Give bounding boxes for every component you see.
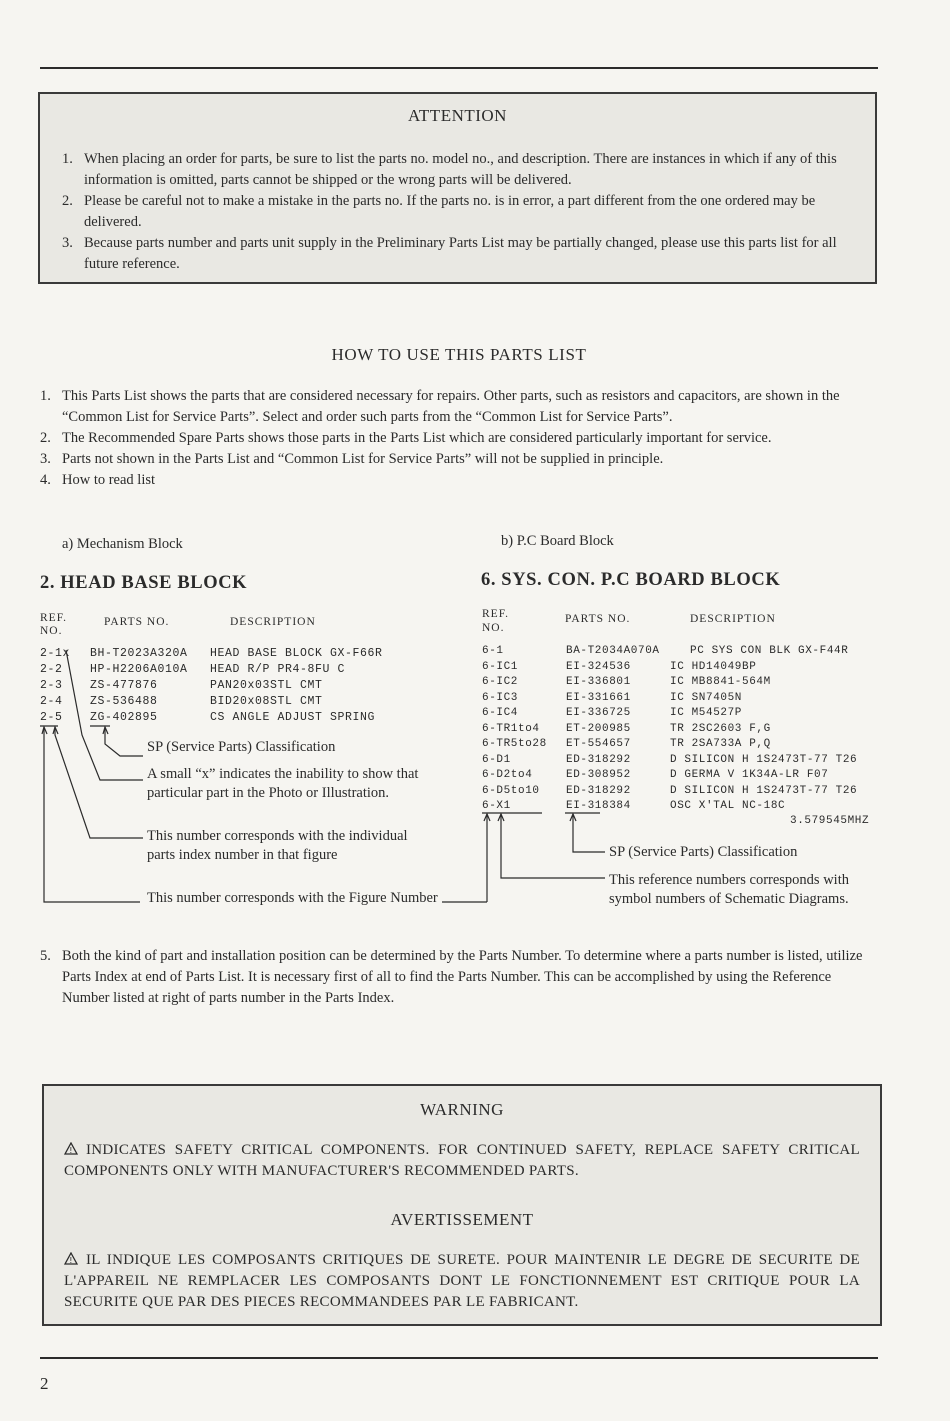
table-row: 6-D5to10 — [482, 784, 540, 797]
table-row: TR 2SC2603 F,G — [670, 722, 771, 735]
table-row: PC SYS CON BLK GX-F44R — [690, 645, 849, 657]
head-col-parts: PARTS NO. — [104, 616, 170, 628]
avertissement-title: AVERTISSEMENT — [390, 1210, 534, 1229]
list-item: 3. Because parts number and parts unit supply in the Preliminary Parts List may be partially changed, please use this parts list for all future reference. — [62, 235, 837, 272]
table-row: ED-308952 — [566, 769, 631, 781]
table-row: CS ANGLE ADJUST SPRING — [210, 711, 376, 724]
head-col-desc: DESCRIPTION — [230, 616, 316, 628]
table-row: ZS-536488 — [90, 695, 158, 708]
head-note-figure: This number corresponds with the Figure Number — [147, 890, 438, 906]
table-row: TR 2SA733A P,Q — [670, 738, 771, 750]
table-row: IC SN7405N — [670, 691, 743, 704]
list-item: 4. How to read list — [40, 472, 156, 488]
bottom-rule — [40, 1357, 878, 1359]
table-row: 2-4 — [40, 695, 63, 708]
warning-title: WARNING — [420, 1100, 504, 1119]
warning-triangle-icon — [64, 1252, 78, 1265]
table-row: 6-IC2 — [482, 676, 519, 688]
head-note-x: A small “x” indicates the inability to show that particular part in the Photo or Illustration. — [147, 766, 419, 801]
svg-text:!: ! — [69, 1256, 73, 1265]
table-row: 6-D1 — [482, 753, 511, 766]
table-row: 6-X1 — [482, 800, 511, 812]
table-row: IC M54527P — [670, 707, 743, 719]
list-item: 3. Parts not shown in the Parts List and “Common List for Service Parts” will not be supplied in principle. — [40, 451, 664, 467]
table-row: IC MB8841-564M — [670, 676, 771, 688]
sys-col-desc: DESCRIPTION — [690, 613, 776, 625]
head-note-index: This number corresponds with the individual parts index number in that figure — [147, 828, 408, 863]
list-item: 2. Please be careful not to make a mistake in the parts no. If the parts no. is in error, a part different from the one ordered may be delivered. — [62, 193, 816, 230]
table-row: PAN20x03STL CMT — [210, 679, 323, 692]
list-item: 1. When placing an order for parts, be sure to list the parts no. model no., and description. There are instances in which if any of this information is omitted, parts cannot be shipped or the wrong parts will be delivered. — [62, 151, 837, 188]
table-row: IC HD14049BP — [670, 660, 757, 673]
sys-note-sp: SP (Service Parts) Classification — [609, 844, 798, 860]
page-number: 2 — [40, 1374, 49, 1393]
table-row: D GERMA V 1K34A-LR F07 — [670, 769, 829, 781]
table-row: BA-T2034A070A — [566, 645, 660, 657]
table-row: EI-318384 — [566, 800, 631, 812]
table-row: 6-TR5to28 — [482, 738, 547, 750]
table-row: BID20x08STL CMT — [210, 695, 323, 708]
sys-extra: 3.579545MHZ — [790, 815, 870, 827]
table-row: EI-336725 — [566, 707, 631, 719]
sys-col-no: NO. — [482, 622, 505, 634]
table-row: ET-200985 — [566, 722, 631, 735]
sys-col-parts: PARTS NO. — [565, 613, 631, 625]
table-row: 6-TR1to4 — [482, 722, 540, 735]
table-row: 6-D2to4 — [482, 769, 533, 781]
warning-triangle-icon — [64, 1142, 78, 1155]
table-row: 6-IC1 — [482, 660, 519, 673]
table-row: OSC X'TAL NC-18C — [670, 800, 786, 812]
table-row: ED-318292 — [566, 753, 631, 766]
table-row: 6-IC4 — [482, 707, 519, 719]
table-row: ZG-402895 — [90, 711, 158, 724]
table-row: D SILICON H 1S2473T-77 T26 — [670, 784, 858, 797]
head-note-sp: SP (Service Parts) Classification — [147, 739, 336, 755]
sub-b: b) P.C Board Block — [501, 533, 614, 549]
sys-note-ref: This reference numbers corresponds with symbol numbers of Schematic Diagrams. — [609, 872, 849, 907]
table-row: HEAD R/P PR4-8FU C — [210, 663, 346, 676]
list-item: 2. The Recommended Spare Parts shows those parts in the Parts List which are considered particularly important for service. — [40, 430, 772, 446]
attention-title: ATTENTION — [408, 106, 507, 125]
warning-box — [42, 1084, 882, 1326]
sys-block-title: 6. SYS. CON. P.C BOARD BLOCK — [481, 570, 781, 590]
table-row: EI-336801 — [566, 676, 631, 688]
table-row: EI-331661 — [566, 691, 631, 704]
table-row: ZS-477876 — [90, 679, 158, 692]
head-col-no: NO. — [40, 625, 63, 637]
table-row: HP-H2206A010A — [90, 663, 188, 676]
table-row: EI-324536 — [566, 660, 631, 673]
table-row: 2-2 — [40, 663, 63, 676]
list-item: 1. This Parts List shows the parts that are considered necessary for repairs. Other parts, such as resistors and capacitors, are shown in the “Common List for Service Parts”. Select and order such parts from the “Common List for Service Parts”. — [40, 388, 840, 425]
table-row: 6-1 — [482, 645, 504, 657]
table-row: 2-1x — [40, 647, 71, 660]
head-block-title: 2. HEAD BASE BLOCK — [40, 573, 248, 593]
table-row: HEAD BASE BLOCK GX-F66R — [210, 647, 383, 660]
warning-text: ! INDICATES SAFETY CRITICAL COMPONENTS. FOR CONTINUED SAFETY, REPLACE SAFETY CRITICAL COMPONENTS ONLY WITH MANUFACTURER'S RECOMMENDED PARTS. — [64, 1142, 860, 1179]
howto-title: HOW TO USE THIS PARTS LIST — [331, 345, 587, 364]
table-row: 2-3 — [40, 679, 63, 692]
sys-col-ref: REF. — [482, 608, 510, 620]
table-row: ET-554657 — [566, 738, 631, 750]
table-row: BH-T2023A320A — [90, 647, 188, 660]
table-row: 6-IC3 — [482, 691, 519, 704]
table-row: D SILICON H 1S2473T-77 T26 — [670, 753, 858, 766]
head-col-ref: REF. — [40, 612, 68, 624]
sub-a: a) Mechanism Block — [62, 536, 183, 552]
table-row: ED-318292 — [566, 784, 631, 797]
table-row: 2-5 — [40, 711, 63, 724]
avertissement-text: ! IL INDIQUE LES COMPOSANTS CRITIQUES DE SURETE. POUR MAINTENIR LE DEGRE DE SECURITE DE L'APPAREIL NE REMPLACER LES COMPOSANTS DONT LE FONCTIONNEMENT EST CRITIQUE POUR LA SECURITE QUE PAR DES PIECES RECOMMANDEES PAR LE FABRICANT. — [64, 1252, 860, 1310]
howto-item-5: 5. Both the kind of part and installation position can be determined by the Parts Number. To determine where a parts number is listed, utilize Parts Index at end of Parts List. It is necessary first of all to find the Parts Number. This can be accomplished by using the Reference Number listed at right of parts number in the Parts Index. — [40, 948, 863, 1006]
svg-text:!: ! — [69, 1146, 73, 1155]
